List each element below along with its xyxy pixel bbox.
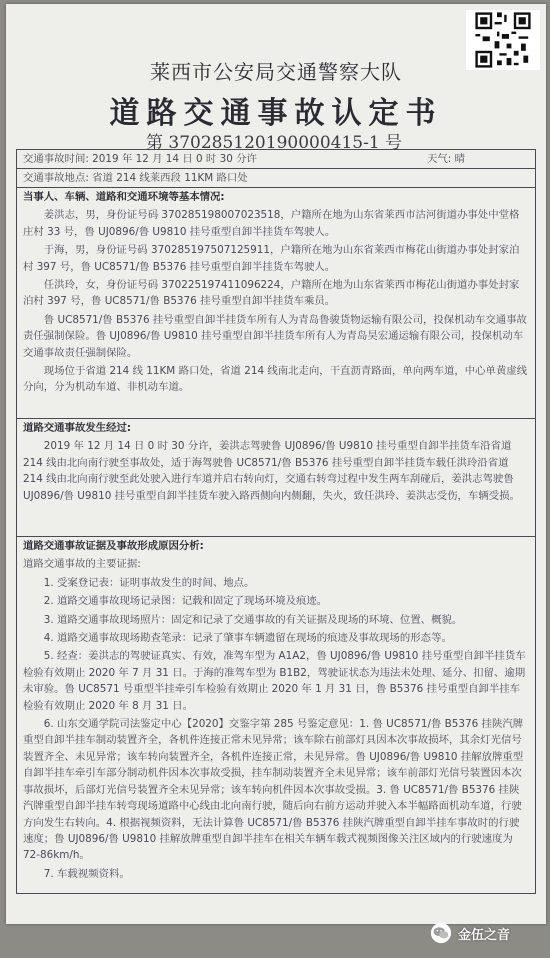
evidence-item: 4. 道路交通事故现场勘查笔录：记录了肇事车辆遗留在现场的痕迹及事故现场的形态等。 <box>43 632 452 645</box>
vehicle-paragraph: 鲁 UC8571/鲁 B5376 挂号重型自卸半挂货车所有人为青岛鲁骏货物运输有限公司，投保机动车交通事故责任强制保险。鲁 UJ0896/鲁 U9810 挂号重型自卸半挂货车所有人为青岛昊宏通运输有限公司，投保机动车交通事故责任强制保险。 <box>23 313 527 359</box>
watermark-label: 金伍之音 <box>458 927 511 943</box>
accident-time-row <box>17 150 535 169</box>
evidence-item: 7. 车载视频资料。 <box>43 867 130 880</box>
evidence-item: 1. 受案登记表：证明事故发生的时间、地点。 <box>43 576 255 589</box>
evidence-intro: 道路交通事故的主要证据: <box>23 558 141 571</box>
wechat-icon <box>430 922 452 944</box>
section-heading: 当事人、车辆、道路和交通环境等基本情况: <box>23 191 225 203</box>
accident-place: 交通事故地点: 省道 214 线莱西段 11KM 路口处 <box>23 172 248 184</box>
evidence-section <box>17 537 535 893</box>
section-heading: 道路交通事故证据及事故形成原因分析: <box>23 540 204 552</box>
section-heading: 道路交通事故发生经过: <box>23 422 132 434</box>
document-number: 第 370285120190000415-1 号 <box>146 133 403 153</box>
accident-time: 交通事故时间: 2019 年 12 月 14 日 0 时 30 分许 <box>23 153 257 165</box>
evidence-item: 6. 山东交通学院司法鉴定中心【2020】交鉴字第 285 号鉴定意见：1. 鲁 UC8571/鲁 B5376 挂陕汽牌重型自卸半挂车制动装置齐全，各机件连接正常未见异常；该车除右前部灯具因本次事故损坏，其余灯光信号装置齐全、未见异常；该车转向装置齐全，各机件连接正常，未见异常。鲁 UJ0896/鲁 U9810 挂解放牌重型自卸半挂车牵引车部分制动机件因本次事故受损，挂车制动装置齐全未见异常；该车前部灯光信号装置因本次事故损坏，后部灯光信号装置齐全未见异常；该车转向机件因本次事故受损。3. 鲁 UC8571/鲁 B5376 挂陕汽牌重型自卸半挂车转弯现场道路中心线由北向南行驶，随后向右前方运动并驶入本半幅路面机动车道，行驶方向发生右转向。4. 根据视频资料，无法计算鲁 UC8571/鲁 B5376 挂陕汽牌重型自卸半挂车事故时的行驶速度；鲁 UJ0896/鲁 U9810 挂解放牌重型自卸半挂车在相关车辆车载式视频图像关注区域内的行驶速度为 72-86km/h。 <box>23 718 524 862</box>
basic-info-section <box>17 188 535 419</box>
weather: 天气: 晴 <box>427 153 465 165</box>
report-table <box>16 149 536 894</box>
evidence-item: 3. 道路交通事故现场照片：固定和记录了交通事故的有关证据及现场的环境、位置、概貌。 <box>43 613 463 626</box>
agency-name: 莱西市公安局交通警察大队 <box>150 60 402 84</box>
accident-process-section <box>17 419 535 537</box>
accident-place-row <box>17 169 535 188</box>
watermark <box>430 918 542 948</box>
road-paragraph: 现场位于省道 214 线 11KM 路口处，省道 214 线南北走向，干直沥青路面，单向两车道，中心单黄虚线分向，分为机动车道、非机动车道。 <box>23 365 528 394</box>
document-paper <box>6 4 546 924</box>
evidence-item: 2. 道路交通事故现场记录图：记载和固定了现场环境及痕迹。 <box>43 595 328 608</box>
party-paragraph: 任洪玲，女，身份证号码 370225197411096224，户籍所在地为山东省莱西市梅花山街道办事处封家泊村 397 号，鲁 UC8571/鲁 B5376 挂号重型自卸半挂货车乘员。 <box>23 279 520 308</box>
document-title: 道路交通事故认定书 <box>109 96 443 131</box>
process-paragraph: 2019 年 12 月 14 日 0 时 30 分许，姜洪志驾驶鲁 UJ0896/鲁 U9810 挂号重型自卸半挂货车沿省道 214 线由北向南行驶至事故处，适于海驾驶鲁 UC8571/鲁 B5376 挂号重型自卸半挂货车载任洪玲沿省道 214 线由北向南行驶至此处驶入进行车道并启右转向灯，交通右转弯过程中发生两车刮碰后，姜洪志驾驶鲁 UJ0896/鲁 U9810 挂号重型自卸半挂货车驶入路西侧向内侧翻，失火，致任洪玲、姜洪志受伤，车辆受损。 <box>23 440 520 502</box>
party-paragraph: 于海，男，身份证号码 370285197507125911，户籍所在地为山东省莱西市梅花山街道办事处封家泊村 397 号，鲁 UC8571/鲁 B5376 挂号重型自卸半挂货车驾驶人。 <box>23 244 520 273</box>
party-paragraph: 姜洪志，男，身份证号码 370285198007023518，户籍所在地为山东省莱西市沽河街道办事处中堂格庄村 33 号，鲁 UJ0896/鲁 U9810 挂号重型自卸半挂货车驾驶人。 <box>23 209 520 238</box>
evidence-item: 5. 经查：姜洪志的驾驶证真实、有效，准驾车型为 A1A2，鲁 UJ0896/鲁 U9810 挂号重型自卸半挂货车检验有效期止 2020 年 7 月 31 日。于海的准驾车型为 B1B2，驾驶证状态为违法未处理、延分、扣留、逾期未审验。鲁 UC8571 号重型半挂牵引车检验有效期止 2020 年 1 月 31 日，鲁 B5376 挂号重型自卸半挂车检验有效期止 2020 年 8 月 31 日。 <box>23 650 526 712</box>
